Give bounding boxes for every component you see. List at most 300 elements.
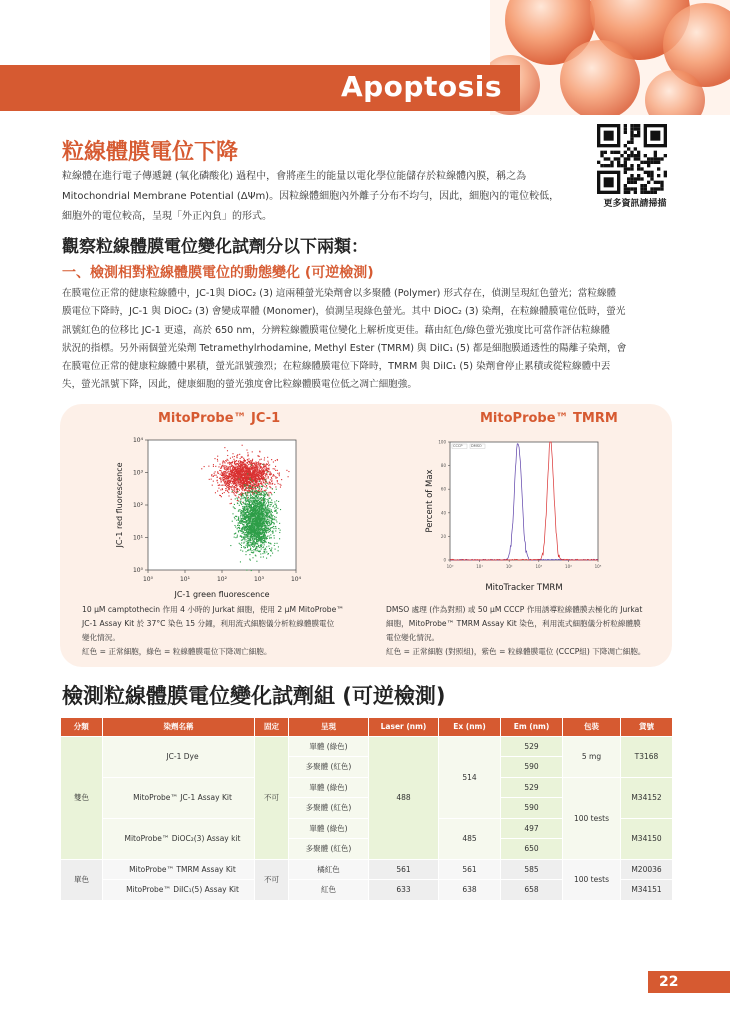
table-title: 檢測粒線體膜電位變化試劑組 (可逆檢測) bbox=[62, 684, 446, 708]
x-tick-label: 10³ bbox=[253, 576, 265, 583]
scatter-point bbox=[224, 468, 225, 469]
scatter-point bbox=[260, 479, 261, 480]
scatter-point bbox=[281, 479, 282, 480]
scatter-point bbox=[219, 484, 220, 485]
scatter-point bbox=[266, 499, 267, 500]
scatter-point bbox=[244, 481, 245, 482]
scatter-point bbox=[265, 506, 266, 507]
scatter-point bbox=[250, 492, 251, 493]
scatter-point bbox=[224, 466, 225, 467]
scatter-point bbox=[269, 508, 270, 509]
scatter-point bbox=[244, 475, 245, 476]
scatter-point bbox=[274, 543, 275, 544]
scatter-point bbox=[261, 477, 262, 478]
scatter-point bbox=[248, 545, 249, 546]
body-line: 在膜電位正常的健康粒線體中累積，螢光訊號強烈；在粒線體膜電位下降時，TMRM 與 DiIC₁ (5) 染劑會停止累積或從粒線體中丟 bbox=[62, 361, 611, 373]
scatter-point bbox=[265, 507, 266, 508]
scatter-point bbox=[225, 483, 226, 484]
scatter-point bbox=[247, 485, 248, 486]
table-header-row bbox=[61, 718, 673, 736]
qr-code-icon[interactable] bbox=[597, 124, 667, 194]
fix-cell: 不可 bbox=[255, 859, 289, 900]
scatter-point bbox=[243, 518, 244, 519]
scatter-point bbox=[246, 529, 247, 530]
scatter-point bbox=[238, 501, 239, 502]
scatter-point bbox=[226, 466, 227, 467]
scatter-point bbox=[233, 459, 234, 460]
scatter-point bbox=[277, 477, 278, 478]
scatter-point bbox=[222, 485, 223, 486]
legend-label: CCCP bbox=[453, 444, 463, 448]
scatter-point bbox=[269, 531, 270, 532]
scatter-point bbox=[251, 491, 252, 492]
scatter-point bbox=[250, 542, 251, 543]
scatter-point bbox=[231, 489, 232, 490]
scatter-point bbox=[234, 460, 235, 461]
y-tick-label: 60 bbox=[440, 486, 446, 492]
scatter-point bbox=[265, 475, 266, 476]
caption-line: 10 μM camptothecin 作用 4 小時的 Jurkat 細胞，使用 2 μM MitoProbe™ bbox=[82, 605, 344, 614]
scatter-point bbox=[256, 516, 257, 517]
scatter-point bbox=[253, 468, 254, 469]
scatter-point bbox=[265, 549, 266, 550]
scatter-point bbox=[245, 554, 246, 555]
scatter-point bbox=[272, 553, 273, 554]
caption-line: 細胞，MitoProbe™ TMRM Assay Kit 染色，利用流式細胞儀分析粒線體膜 bbox=[386, 619, 641, 628]
scatter-point bbox=[247, 455, 248, 456]
scatter-point bbox=[263, 540, 264, 541]
scatter-point bbox=[270, 471, 271, 472]
scatter-point bbox=[251, 515, 252, 516]
scatter-point bbox=[246, 450, 247, 451]
scatter-point bbox=[245, 504, 246, 505]
scatter-point bbox=[240, 502, 241, 503]
scatter-point bbox=[242, 506, 243, 507]
scatter-point bbox=[272, 522, 273, 523]
plot-area bbox=[148, 440, 296, 570]
scatter-point bbox=[253, 518, 254, 519]
scatter-point bbox=[237, 535, 238, 536]
scatter-point bbox=[268, 503, 269, 504]
scatter-point bbox=[245, 469, 246, 470]
intro-line: Mitochondrial Membrane Potential (ΔΨm)。因粒線體細胞內外離子分布不均勻，因此，細胞內的電位較低， bbox=[62, 191, 560, 202]
scatter-point bbox=[251, 534, 252, 535]
scatter-point bbox=[217, 459, 218, 460]
scatter-point bbox=[245, 513, 246, 514]
scatter-point bbox=[225, 471, 226, 472]
scatter-point bbox=[256, 465, 257, 466]
scatter-point bbox=[254, 528, 255, 529]
scatter-point bbox=[259, 511, 260, 512]
scatter-point bbox=[259, 535, 260, 536]
scatter-point bbox=[272, 512, 273, 513]
scatter-point bbox=[251, 552, 252, 553]
header-cell-image bbox=[490, 0, 730, 115]
scatter-point bbox=[254, 510, 255, 511]
scatter-point bbox=[229, 486, 230, 487]
scatter-point bbox=[225, 481, 226, 482]
scatter-point bbox=[233, 481, 234, 482]
scatter-point bbox=[259, 519, 260, 520]
scatter-point bbox=[224, 474, 225, 475]
scatter-point bbox=[249, 471, 250, 472]
scatter-point bbox=[244, 503, 245, 504]
scatter-point bbox=[249, 470, 250, 471]
scatter-point bbox=[218, 488, 219, 489]
scatter-point bbox=[262, 470, 263, 471]
scatter-point bbox=[240, 493, 241, 494]
x-tick-label: 10⁴ bbox=[565, 564, 572, 569]
scatter-point bbox=[217, 482, 218, 483]
scatter-point bbox=[217, 490, 218, 491]
scatter-point bbox=[243, 483, 244, 484]
scatter-point bbox=[236, 469, 237, 470]
scatter-point bbox=[248, 458, 249, 459]
scatter-point bbox=[268, 494, 269, 495]
scatter-point bbox=[236, 465, 237, 466]
scatter-point bbox=[250, 482, 251, 483]
scatter-point bbox=[252, 519, 253, 520]
body-line: 在膜電位正常的健康粒線體中，JC-1與 DiOC₂ (3) 這兩種螢光染劑會以多聚體 (Polymer) 形式存在，偵測呈現紅色螢光；當粒線體 bbox=[62, 288, 617, 299]
scatter-point bbox=[270, 483, 271, 484]
scatter-point bbox=[253, 542, 254, 543]
scatter-point bbox=[247, 473, 248, 474]
scatter-point bbox=[239, 490, 240, 491]
scatter-point bbox=[270, 528, 271, 529]
scatter-point bbox=[269, 535, 270, 536]
scatter-point bbox=[265, 466, 266, 467]
scatter-point bbox=[241, 529, 242, 530]
scatter-point bbox=[258, 463, 259, 464]
scatter-point bbox=[232, 453, 233, 454]
scatter-point bbox=[232, 487, 233, 488]
scatter-point bbox=[270, 474, 271, 475]
scatter-point bbox=[223, 481, 224, 482]
scatter-point bbox=[253, 501, 254, 502]
scatter-point bbox=[268, 502, 269, 503]
scatter-point bbox=[273, 505, 274, 506]
scatter-point bbox=[267, 507, 268, 508]
scatter-point bbox=[233, 506, 234, 507]
scatter-point bbox=[238, 516, 239, 517]
scatter-point bbox=[252, 467, 253, 468]
scatter-point bbox=[245, 497, 246, 498]
tmrm-histogram bbox=[418, 430, 618, 598]
scatter-point bbox=[217, 460, 218, 461]
scatter-point bbox=[237, 480, 238, 481]
scatter-point bbox=[260, 493, 261, 494]
scatter-point bbox=[269, 498, 270, 499]
scatter-point bbox=[237, 500, 238, 501]
scatter-point bbox=[249, 554, 250, 555]
scatter-point bbox=[242, 530, 243, 531]
subsection-heading: 一、檢測相對粒線體膜電位的動態變化 (可逆檢測) bbox=[62, 265, 374, 281]
scatter-point bbox=[214, 458, 215, 459]
scatter-point bbox=[267, 469, 268, 470]
scatter-point bbox=[235, 527, 236, 528]
scatter-point bbox=[244, 493, 245, 494]
scatter-point bbox=[240, 561, 241, 562]
scatter-point bbox=[244, 534, 245, 535]
page-number: 22 bbox=[648, 971, 730, 993]
scatter-point bbox=[247, 452, 248, 453]
scatter-point bbox=[263, 476, 264, 477]
scatter-point bbox=[251, 481, 252, 482]
scatter-point bbox=[261, 466, 262, 467]
y-tick-label: 10⁴ bbox=[132, 437, 143, 444]
scatter-point bbox=[258, 477, 259, 478]
scatter-point bbox=[242, 518, 243, 519]
scatter-point bbox=[243, 522, 244, 523]
scatter-point bbox=[265, 491, 266, 492]
scatter-point bbox=[267, 523, 268, 524]
scatter-point bbox=[270, 555, 271, 556]
scatter-point bbox=[261, 514, 262, 515]
scatter-point bbox=[267, 461, 268, 462]
scatter-point bbox=[255, 470, 256, 471]
scatter-point bbox=[225, 490, 226, 491]
scatter-point bbox=[262, 508, 263, 509]
scatter-point bbox=[224, 461, 225, 462]
scatter-point bbox=[254, 497, 255, 498]
scatter-point bbox=[245, 478, 246, 479]
scatter-point bbox=[232, 462, 233, 463]
em-cell: 497 bbox=[501, 818, 563, 839]
scatter-point bbox=[224, 471, 225, 472]
scatter-point bbox=[256, 519, 257, 520]
scatter-point bbox=[264, 515, 265, 516]
scatter-point bbox=[259, 470, 260, 471]
scatter-point bbox=[215, 492, 216, 493]
dye-name-cell: MitoProbe™ JC-1 Assay Kit bbox=[103, 777, 255, 818]
scatter-point bbox=[267, 488, 268, 489]
scatter-point bbox=[234, 525, 235, 526]
scatter-point bbox=[222, 489, 223, 490]
scatter-point bbox=[233, 472, 234, 473]
scatter-point bbox=[244, 542, 245, 543]
scatter-point bbox=[286, 470, 287, 471]
scatter-point bbox=[250, 486, 251, 487]
scatter-point bbox=[236, 481, 237, 482]
scatter-point bbox=[246, 462, 247, 463]
scatter-point bbox=[261, 520, 262, 521]
scatter-point bbox=[272, 502, 273, 503]
scatter-point bbox=[234, 537, 235, 538]
scatter-point bbox=[250, 531, 251, 532]
scatter-point bbox=[218, 485, 219, 486]
scatter-point bbox=[245, 514, 246, 515]
scatter-point bbox=[232, 521, 233, 522]
scatter-point bbox=[265, 505, 266, 506]
scatter-point bbox=[257, 455, 258, 456]
scatter-point bbox=[266, 464, 267, 465]
scatter-point bbox=[276, 507, 277, 508]
scatter-point bbox=[252, 516, 253, 517]
scatter-point bbox=[265, 518, 266, 519]
scatter-point bbox=[279, 474, 280, 475]
scatter-point bbox=[264, 519, 265, 520]
scatter-point bbox=[262, 532, 263, 533]
scatter-point bbox=[253, 509, 254, 510]
scatter-point bbox=[251, 509, 252, 510]
em-cell: 585 bbox=[501, 859, 563, 880]
scatter-point bbox=[233, 467, 234, 468]
scatter-point bbox=[228, 480, 229, 481]
scatter-point bbox=[255, 489, 256, 490]
scatter-point bbox=[267, 505, 268, 506]
scatter-point bbox=[269, 538, 270, 539]
scatter-point bbox=[213, 466, 214, 467]
scatter-point bbox=[252, 557, 253, 558]
scatter-point bbox=[251, 528, 252, 529]
scatter-point bbox=[234, 463, 235, 464]
scatter-point bbox=[257, 468, 258, 469]
scatter-point bbox=[234, 495, 235, 496]
scatter-point bbox=[264, 516, 265, 517]
scatter-point bbox=[266, 538, 267, 539]
scatter-point bbox=[266, 481, 267, 482]
scatter-point bbox=[248, 486, 249, 487]
scatter-point bbox=[204, 466, 205, 467]
scatter-point bbox=[239, 530, 240, 531]
scatter-point bbox=[238, 511, 239, 512]
scatter-point bbox=[252, 477, 253, 478]
scatter-point bbox=[257, 462, 258, 463]
scatter-point bbox=[211, 474, 212, 475]
scatter-point bbox=[240, 520, 241, 521]
scatter-point bbox=[247, 529, 248, 530]
scatter-point bbox=[242, 474, 243, 475]
scatter-point bbox=[227, 468, 228, 469]
scatter-point bbox=[242, 467, 243, 468]
appearance-cell: 單體 (綠色) bbox=[289, 818, 369, 839]
scatter-point bbox=[259, 504, 260, 505]
scatter-point bbox=[232, 478, 233, 479]
scatter-point bbox=[242, 456, 243, 457]
scatter-point bbox=[278, 483, 279, 484]
body-line: 失，螢光訊號下降，因此，健康細胞的螢光強度會比粒線體膜電位低之凋亡細胞強。 bbox=[62, 379, 417, 391]
scatter-point bbox=[251, 462, 252, 463]
scatter-point bbox=[259, 533, 260, 534]
scatter-point bbox=[261, 546, 262, 547]
em-cell: 529 bbox=[501, 777, 563, 798]
scatter-point bbox=[257, 539, 258, 540]
appearance-cell: 橘紅色 bbox=[289, 859, 369, 880]
scatter-point bbox=[251, 570, 252, 571]
scatter-point bbox=[234, 471, 235, 472]
caption-line: JC-1 Assay Kit 於 37°C 染色 15 分鐘，利用流式細胞儀分析粒線體膜電位 bbox=[82, 619, 335, 628]
scatter-point bbox=[257, 478, 258, 479]
scatter-point bbox=[263, 469, 264, 470]
scatter-point bbox=[244, 489, 245, 490]
scatter-point bbox=[258, 527, 259, 528]
scatter-point bbox=[244, 484, 245, 485]
scatter-point bbox=[252, 538, 253, 539]
scatter-point bbox=[266, 489, 267, 490]
scatter-point bbox=[234, 517, 235, 518]
scatter-point bbox=[250, 560, 251, 561]
scatter-point bbox=[213, 481, 214, 482]
scatter-point bbox=[256, 534, 257, 535]
scatter-point bbox=[245, 547, 246, 548]
scatter-point bbox=[241, 540, 242, 541]
scatter-point bbox=[238, 525, 239, 526]
scatter-point bbox=[248, 531, 249, 532]
scatter-point bbox=[245, 465, 246, 466]
scatter-point bbox=[242, 470, 243, 471]
scatter-point bbox=[269, 464, 270, 465]
scatter-point bbox=[258, 507, 259, 508]
scatter-point bbox=[272, 476, 273, 477]
scatter-point bbox=[259, 539, 260, 540]
scatter-point bbox=[250, 495, 251, 496]
scatter-point bbox=[219, 464, 220, 465]
scatter-point bbox=[236, 493, 237, 494]
catalog-cell: T3168 bbox=[621, 736, 673, 777]
scatter-point bbox=[259, 466, 260, 467]
scatter-point bbox=[239, 486, 240, 487]
scatter-point bbox=[275, 460, 276, 461]
scatter-point bbox=[278, 501, 279, 502]
appearance-cell: 紅色 bbox=[289, 880, 369, 901]
scatter-point bbox=[251, 535, 252, 536]
scatter-point bbox=[235, 463, 236, 464]
scatter-point bbox=[252, 474, 253, 475]
scatter-point bbox=[250, 518, 251, 519]
scatter-point bbox=[270, 497, 271, 498]
scatter-point bbox=[249, 510, 250, 511]
scatter-point bbox=[248, 464, 249, 465]
scatter-point bbox=[271, 504, 272, 505]
scatter-point bbox=[227, 459, 228, 460]
scatter-point bbox=[268, 553, 269, 554]
scatter-point bbox=[249, 473, 250, 474]
scatter-point bbox=[246, 488, 247, 489]
scatter-point bbox=[233, 475, 234, 476]
scatter-point bbox=[243, 528, 244, 529]
scatter-point bbox=[249, 506, 250, 507]
scatter-point bbox=[243, 488, 244, 489]
scatter-point bbox=[254, 526, 255, 527]
scatter-point bbox=[237, 483, 238, 484]
scatter-point bbox=[264, 468, 265, 469]
scatter-point bbox=[248, 468, 249, 469]
catalog-cell: M20036 bbox=[621, 859, 673, 880]
scatter-point bbox=[231, 503, 232, 504]
scatter-point bbox=[216, 475, 217, 476]
scatter-point bbox=[247, 533, 248, 534]
scatter-point bbox=[257, 485, 258, 486]
scatter-point bbox=[268, 495, 269, 496]
scatter-point bbox=[252, 459, 253, 460]
scatter-point bbox=[266, 473, 267, 474]
scatter-point bbox=[252, 489, 253, 490]
scatter-point bbox=[271, 549, 272, 550]
scatter-point bbox=[248, 499, 249, 500]
scatter-point bbox=[229, 473, 230, 474]
scatter-point bbox=[260, 532, 261, 533]
scatter-point bbox=[265, 548, 266, 549]
scatter-point bbox=[274, 537, 275, 538]
scatter-point bbox=[238, 520, 239, 521]
scatter-point bbox=[211, 479, 212, 480]
scatter-point bbox=[259, 477, 260, 478]
scatter-point bbox=[266, 467, 267, 468]
scatter-point bbox=[263, 522, 264, 523]
x-axis-label: MitoTracker TMRM bbox=[485, 583, 563, 593]
scatter-point bbox=[264, 549, 265, 550]
scatter-point bbox=[257, 515, 258, 516]
